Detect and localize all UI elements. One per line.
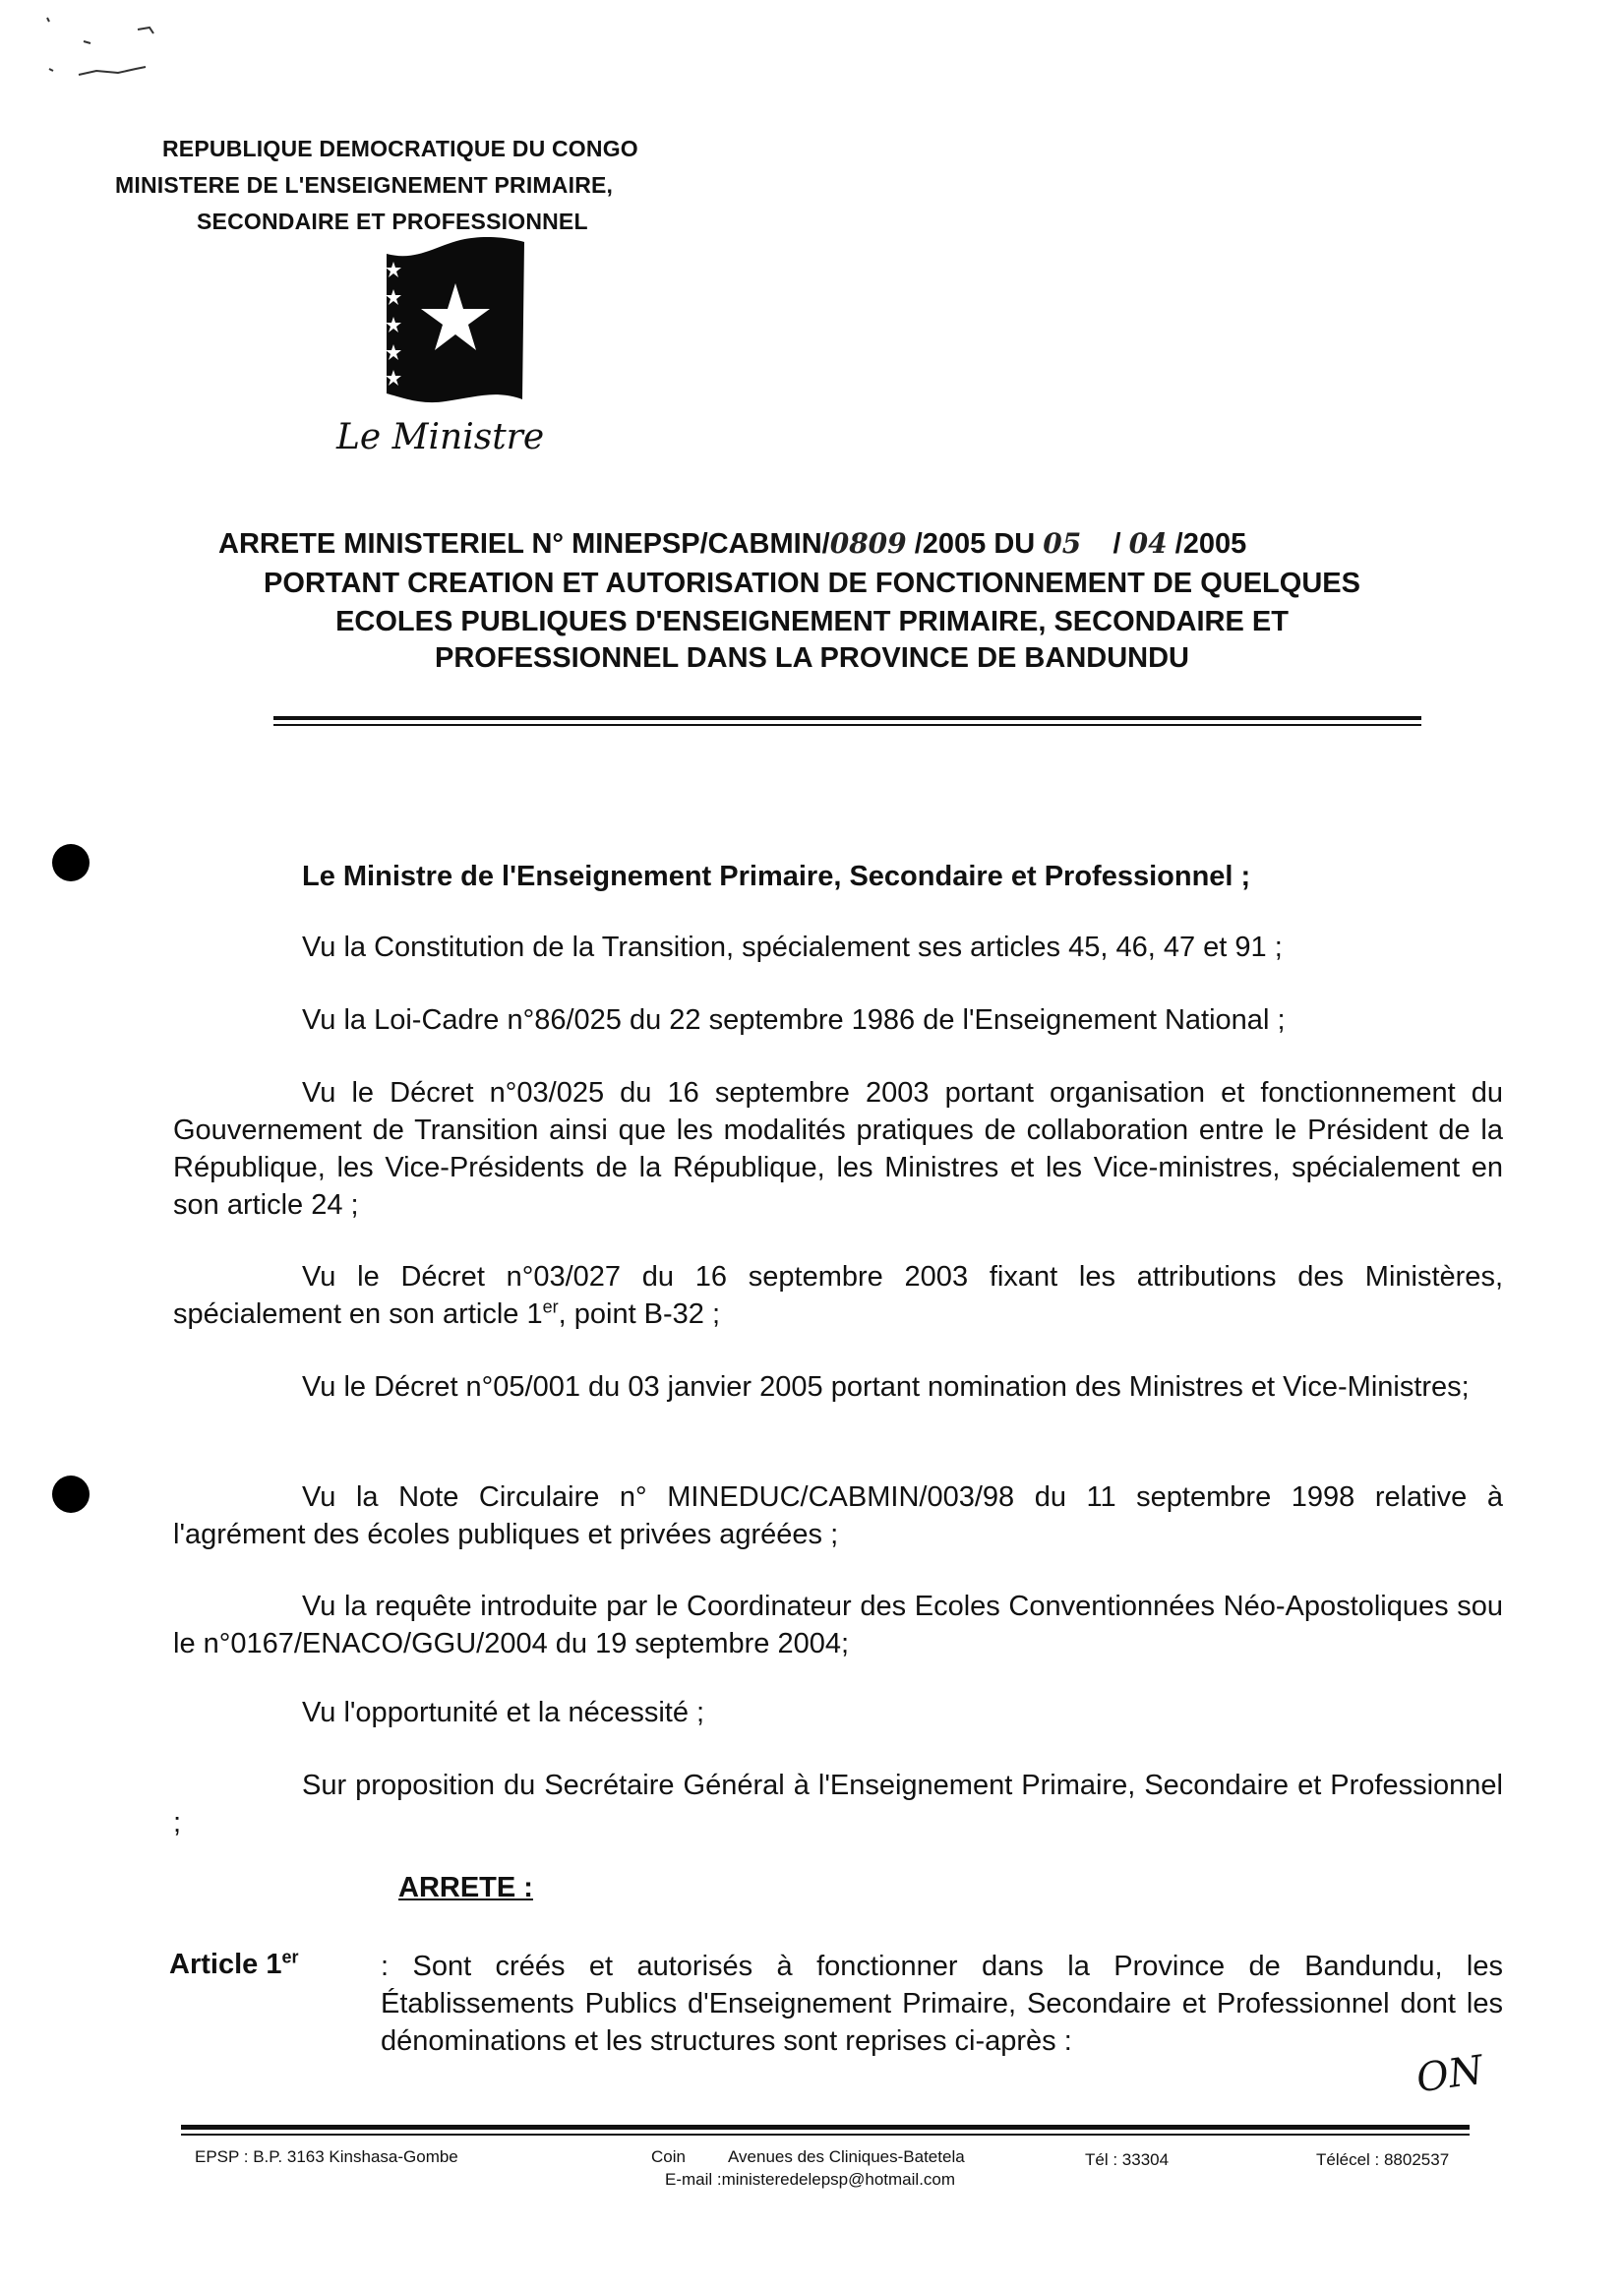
decree-title-line2: PORTANT CREATION ET AUTORISATION DE FONCTIONNEMENT DE QUELQUES xyxy=(264,568,1360,599)
vu-decret-05-001: Vu le Décret n°05/001 du 03 janvier 2005 portant nomination des Ministres et Vice-Ministres; xyxy=(302,1371,1470,1403)
decree-number-handwritten: 0809 xyxy=(829,527,907,560)
vu-decret-03-025: Vu le Décret n°03/025 du 16 septembre 2003 portant organisation et fonctionnement du Gouvernement de Transition ainsi que les modalités pratiques de collaboration entre le Président de la République, les Vice-Présidents de la République, les Ministres et les Vice-ministres, spécialement en son article 24 ; xyxy=(173,1077,1503,1221)
article-1-text: : Sont créés et autorisés à fonctionner dans la Province de Bandundu, les Établissements Publics d'Enseignement Primaire, Secondaire et Professionnel dont les dénominations et les structures sont reprises ci-après : xyxy=(381,1951,1503,2057)
footer-tel: Tél : 33304 xyxy=(1085,2150,1170,2169)
scan-marks xyxy=(39,10,177,79)
decree-title-line4: PROFESSIONNEL DANS LA PROVINCE DE BANDUNDU xyxy=(435,642,1189,674)
drc-flag-emblem xyxy=(377,232,534,409)
header-republic: REPUBLIQUE DEMOCRATIQUE DU CONGO xyxy=(162,136,638,161)
footer-rule-bottom xyxy=(181,2134,1470,2136)
decree-title-line3: ECOLES PUBLIQUES D'ENSEIGNEMENT PRIMAIRE, SECONDAIRE ET xyxy=(335,606,1289,637)
sur-proposition: Sur proposition du Secrétaire Général à l'Enseignement Primaire, Secondaire et Professionnel ; xyxy=(173,1770,1503,1838)
arrete-heading: ARRETE : xyxy=(398,1872,533,1903)
footer-address: EPSP : B.P. 3163 Kinshasa-Gombe xyxy=(195,2147,458,2166)
vu-decret-03-027: Vu le Décret n°03/027 du 16 septembre 2003 fixant les attributions des Ministères, spécialement en son article 1er, point B-32 ; xyxy=(173,1261,1503,1330)
minister-heading: Le Ministre de l'Enseignement Primaire, Secondaire et Professionnel ; xyxy=(302,861,1251,892)
handwritten-initials: ON xyxy=(1413,2047,1486,2102)
vu-requete: Vu la requête introduite par le Coordinateur des Ecoles Conventionnées Néo-Apostoliques sou le n°0167/ENACO/GGU/2004 du 19 septembre 2004; xyxy=(173,1591,1503,1659)
footer-coin: Coin xyxy=(651,2147,686,2166)
header-ministry-cont: SECONDAIRE ET PROFESSIONNEL xyxy=(197,209,588,234)
decree-day-handwritten: 05 xyxy=(1043,527,1082,560)
decree-ref-prefix: ARRETE MINISTERIEL N° MINEPSP/CABMIN/ xyxy=(218,528,830,560)
title-rule-top xyxy=(273,716,1421,720)
decree-ref-mid: /2005 DU xyxy=(914,528,1036,560)
decree-reference xyxy=(218,523,1246,565)
decree-ref-sep: / xyxy=(1113,528,1121,560)
header-ministry: MINISTERE DE L'ENSEIGNEMENT PRIMAIRE, xyxy=(115,172,614,198)
decree-month-handwritten: 04 xyxy=(1128,527,1168,560)
decree-ref-year: /2005 xyxy=(1174,528,1247,560)
punch-hole-bottom xyxy=(52,1476,90,1513)
footer-avenues: Avenues des Cliniques-Batetela xyxy=(728,2147,965,2166)
title-rule-bottom xyxy=(273,724,1421,726)
footer-email: E-mail :ministeredelepsp@hotmail.com xyxy=(665,2170,956,2189)
footer-telecel: Télécel : 8802537 xyxy=(1316,2150,1450,2169)
punch-hole-top xyxy=(52,844,90,881)
footer-rule-top xyxy=(181,2125,1470,2130)
vu-loi-cadre: Vu la Loi-Cadre n°86/025 du 22 septembre 1986 de l'Enseignement National ; xyxy=(302,1004,1286,1036)
vu-opportunite: Vu l'opportunité et la nécessité ; xyxy=(302,1697,705,1728)
vu-constitution: Vu la Constitution de la Transition, spécialement ses articles 45, 46, 47 et 91 ; xyxy=(302,932,1283,963)
vu-note-circulaire: Vu la Note Circulaire n° MINEDUC/CABMIN/003/98 du 11 septembre 1998 relative à l'agrément des écoles publiques et privées agréées ; xyxy=(173,1481,1503,1550)
signature-title: Le Ministre xyxy=(336,417,545,457)
article-label: Article 1er xyxy=(169,1947,299,1980)
